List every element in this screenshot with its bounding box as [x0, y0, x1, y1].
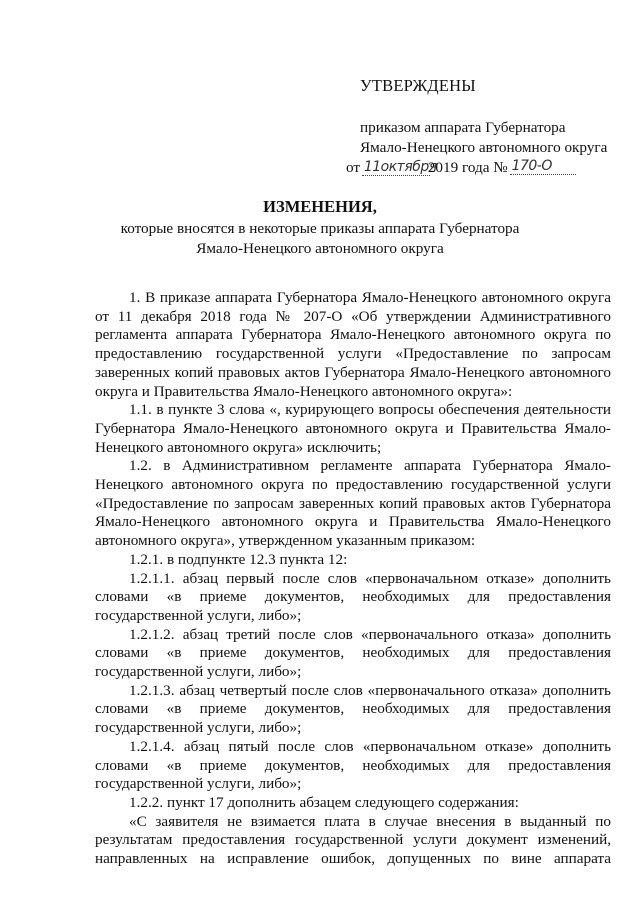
approval-year-text: 2019 года № [427, 159, 508, 176]
approval-line-2: Ямало-Ненецкого автономного округа [360, 139, 608, 156]
approval-prefix: от [346, 159, 361, 176]
paragraph-1-2-1-2: 1.2.1.2. абзац третий после слов «первоначального отказа» дополнить словами «в приеме документов, необходимых для предоставления государственной услуги, либо»; [95, 625, 611, 681]
approval-heading: УТВЕРЖДЕНЫ [360, 76, 476, 95]
subtitle-line-1: которые вносятся в некоторые приказы аппарата Губернатора [120, 220, 520, 237]
document-body [95, 289, 611, 869]
document-subtitle [0, 219, 640, 259]
paragraph-quote: «С заявителя не взимается плата в случае внесения в выданный по результатам предоставления государственной услуги документ изменений, направленных на исправление ошибок, допущенных по вине аппарата [95, 812, 611, 868]
paragraph-1-1: 1.1. в пункте 3 слова «, курирующего вопросы обеспечения деятельности Губернатора Ямало-Ненецкого автономного округа и Правительства Ямало-Ненецкого автономного округа» исключить; [95, 401, 611, 456]
approval-date-line [346, 158, 636, 178]
approval-block [346, 76, 636, 178]
paragraph-1-2-1-1: 1.2.1.1. абзац первый после слов «первоначальном отказе» дополнить словами «в приеме документов, необходимых для предоставления государственной услуги, либо»; [95, 569, 611, 624]
paragraph-1-2-2: 1.2.2. пункт 17 дополнить абзацем следующего содержания: [129, 793, 519, 811]
paragraph-1-2: 1.2. в Административном регламенте аппарата Губернатора Ямало-Ненецкого автономного округа по предоставлению государственной услуги «Предоставление по запросам заверенных копий правовых актов Губернатора Ямало-Ненецкого автономного округа и Правительства Ямало-Ненецкого автономного округа», утвержденном указанным приказом: [95, 457, 611, 550]
paragraph-1-2-1: 1.2.1. в подпункте 12.3 пункта 12: [129, 550, 348, 568]
handwritten-number: 170-О [512, 156, 574, 176]
handwritten-date: 11октября [363, 159, 437, 175]
paragraph-1-2-1-3: 1.2.1.3. абзац четвертый после слов «первоначального отказа» дополнить словами «в приеме документов, необходимых для предоставления государственной услуги, либо»; [95, 681, 611, 737]
paragraph-1-2-1-4: 1.2.1.4. абзац пятый после слов «первоначальном отказе» дополнить словами «в приеме документов, необходимых для предоставления государственной услуги, либо»; [95, 737, 611, 793]
paragraph-1: 1. В приказе аппарата Губернатора Ямало-Ненецкого автономного округа от 11 декабря 2018 года № 207-О «Об утверждении Административного регламента аппарата Губернатора Ямало-Ненецкого автономного округа по предоставлению государственной услуги «Предоставление по запросам заверенных копий правовых актов Губернатора Ямало-Ненецкого автономного округа и Правительства Ямало-Ненецкого автономного округа»: [95, 289, 611, 400]
document-title: ИЗМЕНЕНИЯ, [263, 197, 377, 216]
subtitle-line-2: Ямало-Ненецкого автономного округа [196, 240, 444, 257]
approval-line-1: приказом аппарата Губернатора [360, 119, 566, 136]
